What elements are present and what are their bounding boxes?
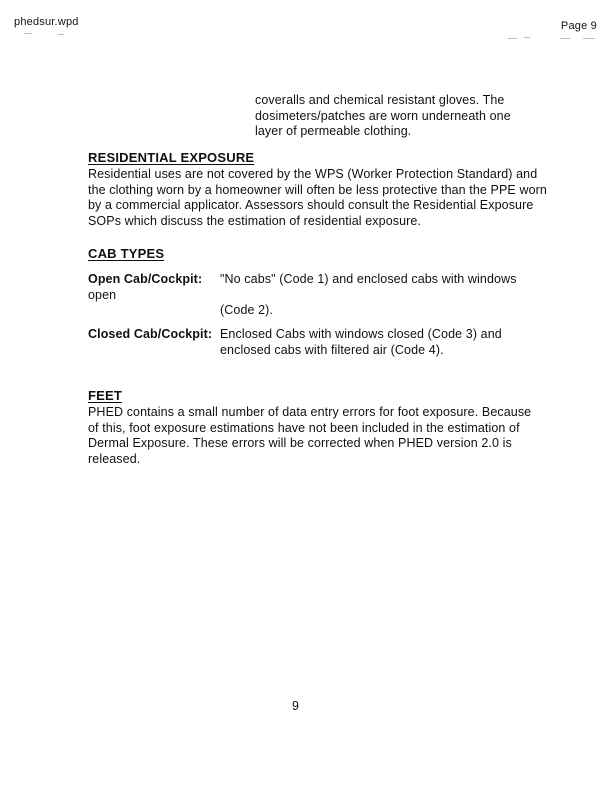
header-filename: phedsur.wpd — [14, 16, 79, 28]
section-feet — [88, 388, 531, 467]
scan-artifact — [560, 38, 570, 39]
scan-artifact — [508, 38, 517, 39]
header-page-label: Page 9 — [560, 20, 597, 32]
scan-artifact — [24, 33, 32, 34]
section-heading-cab-types: CAB TYPES — [88, 246, 165, 261]
section-residential-exposure — [88, 150, 547, 229]
paragraph-line: dosimeters/patches are worn underneath one — [255, 108, 511, 123]
definition-term — [88, 327, 216, 343]
definition-line: enclosed cabs with filtered air (Code 4). — [220, 342, 444, 357]
definition-text — [220, 327, 502, 358]
paragraph-line: PHED contains a small number of data entry errors for foot exposure. Because — [88, 405, 532, 419]
paragraph-line: Residential uses are not covered by the WPS (Worker Protection Standard) and — [88, 167, 538, 181]
paragraph-line: layer of permeable clothing. — [255, 124, 412, 139]
section-body — [88, 405, 531, 467]
term-line: Closed Cab/Cockpit: — [88, 327, 213, 341]
paragraph-line: the clothing worn by a homeowner will often be less protective than the PPE worn — [88, 182, 547, 197]
definition-gap — [220, 288, 517, 304]
paragraph-line: SOPs which discuss the estimation of residential exposure. — [88, 213, 422, 228]
definition-line: "No cabs" (Code 1) and enclosed cabs with windows — [220, 272, 517, 286]
scan-artifact — [524, 37, 530, 38]
term-line: Open Cab/Cockpit: — [88, 272, 203, 286]
paragraph-line: released. — [88, 451, 141, 466]
definition-text — [220, 272, 517, 319]
definition-line: Enclosed Cabs with windows closed (Code 3) and — [220, 327, 502, 341]
paragraph-line: by a commercial applicator. Assessors should consult the Residential Exposure — [88, 198, 534, 213]
definition-term — [88, 272, 216, 303]
paragraph-line: Dermal Exposure. These errors will be corrected when PHED version 2.0 is — [88, 436, 512, 451]
scan-artifact — [583, 38, 595, 39]
definition-line: (Code 2). — [220, 303, 274, 318]
paragraph-line: coveralls and chemical resistant gloves. The — [255, 93, 505, 107]
scan-artifact — [58, 34, 64, 35]
section-heading: RESIDENTIAL EXPOSURE — [88, 150, 255, 165]
term-overflow-line: open — [88, 287, 117, 302]
paragraph-line: of this, foot exposure estimations have not been included in the estimation of — [88, 420, 520, 435]
intro-paragraph — [255, 93, 511, 140]
footer-page-number: 9 — [292, 699, 299, 713]
section-body — [88, 167, 547, 229]
section-heading: FEET — [88, 388, 123, 403]
